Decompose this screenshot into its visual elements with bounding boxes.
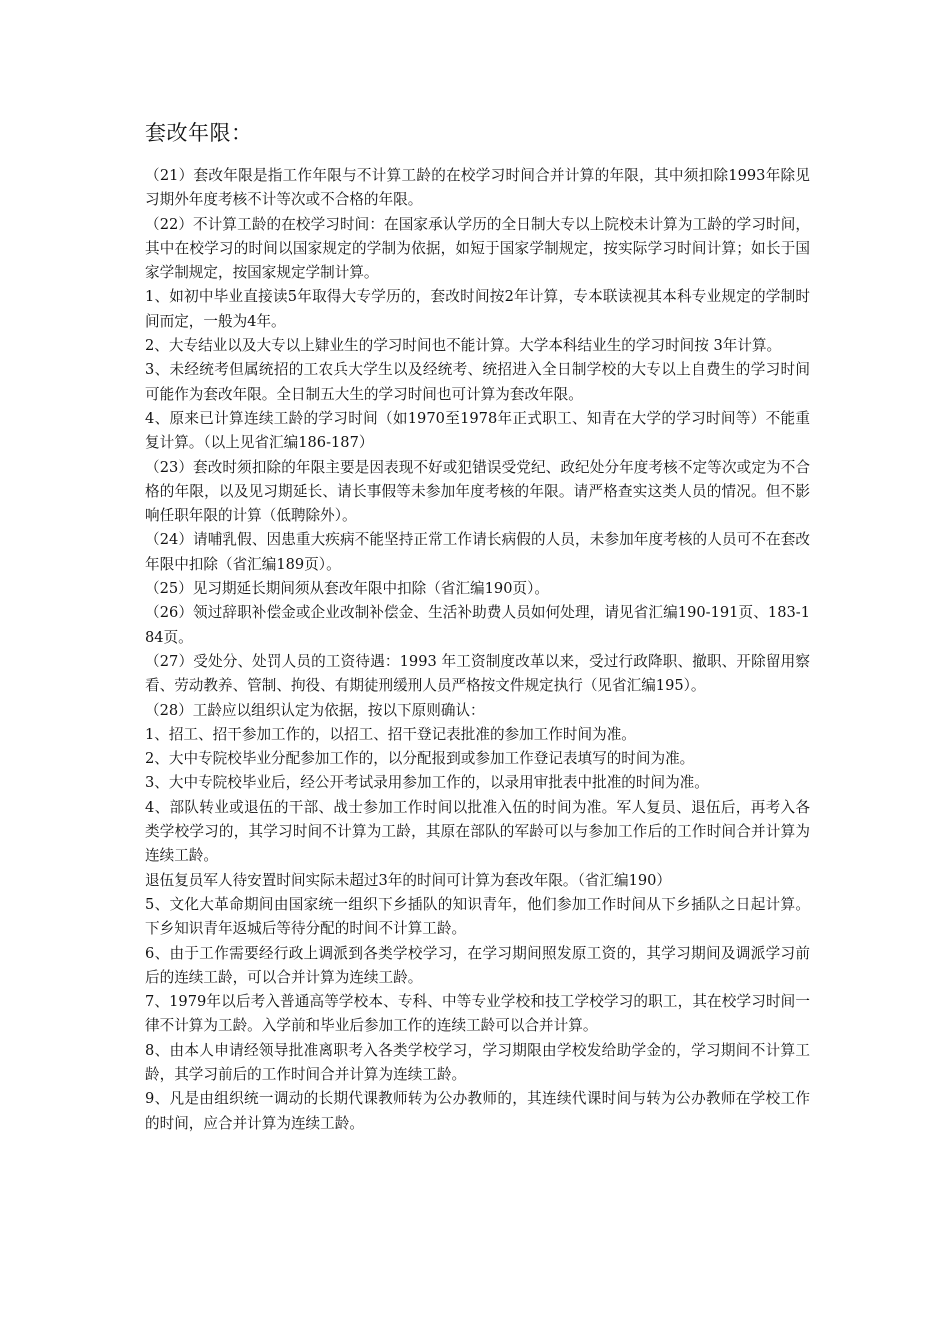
paragraph-28-item-4: 4、部队转业或退伍的干部、战士参加工作时间以批准入伍的时间为准。军人复员、退伍后，再考入各类学校学习的，其学习时间不计算为工龄，其原在部队的军龄可以与参加工作后的工作时间合并计算为连续工龄。 xyxy=(145,798,810,865)
paragraph-28-item-1: 1、招工、招干参加工作的，以招工、招干登记表批准的参加工作时间为准。 xyxy=(145,725,636,743)
paragraph-22-item-1: 1、如初中毕业直接读5年取得大专学历的，套改时间按2年计算，专本联读视其本科专业规定的学制时间而定，一般为4年。 xyxy=(145,288,810,330)
paragraph-22-item-2: 2、大专结业以及大专以上肄业生的学习时间也不能计算。大学本科结业生的学习时间按 3年计算。 xyxy=(145,337,782,355)
paragraph-26: （26）领过辞职补偿金或企业改制补偿金、生活补助费人员如何处理，请见省汇编190-191页、183-184页。 xyxy=(145,604,810,646)
paragraph-24: （24）请哺乳假、因患重大疾病不能坚持正常工作请长病假的人员，未参加年度考核的人员可不在套改年限中扣除（省汇编189页）。 xyxy=(145,531,810,573)
paragraph-25: （25）见习期延长期间须从套改年限中扣除（省汇编190页）。 xyxy=(145,580,549,598)
paragraph-22: （22）不计算工龄的在校学习时间：在国家承认学历的全日制大专以上院校未计算为工龄的学习时间，其中在校学习的时间以国家规定的学制为依据，如短于国家学制规定，按实际学习时间计算；如长于国家学制规定，按国家规定学制计算。 xyxy=(145,215,810,282)
document-page xyxy=(145,118,810,1136)
paragraph-22-item-4: 4、原来已计算连续工龄的学习时间（如1970至1978年正式职工、知青在大学的学习时间等）不能重复计算。（以上见省汇编186-187） xyxy=(145,409,810,452)
document-body xyxy=(145,164,810,1136)
paragraph-22-item-3: 3、未经统考但属统招的工农兵大学生以及经统考、统招进入全日制学校的大专以上自费生的学习时间可能作为套改年限。全日制五大生的学习时间也可计算为套改年限。 xyxy=(145,361,810,403)
paragraph-28-item-4-note: 退伍复员军人待安置时间实际未超过3年的时间可计算为套改年限。（省汇编190） xyxy=(145,871,672,889)
paragraph-28-item-3: 3、大中专院校毕业后，经公开考试录用参加工作的，以录用审批表中批准的时间为准。 xyxy=(145,774,709,792)
paragraph-28-item-2: 2、大中专院校毕业分配参加工作的，以分配报到或参加工作登记表填写的时间为准。 xyxy=(145,750,695,768)
paragraph-28-item-7: 7、1979年以后考入普通高等学校本、专科、中等专业学校和技工学校学习的职工，其在校学习时间一律不计算为工龄。入学前和毕业后参加工作的连续工龄可以合并计算。 xyxy=(145,993,810,1035)
paragraph-28-item-5: 5、文化大革命期间由国家统一组织下乡插队的知识青年，他们参加工作时间从下乡插队之日起计算。下乡知识青年返城后等待分配的时间不计算工龄。 xyxy=(145,895,810,938)
paragraph-27: （27）受处分、处罚人员的工资待遇：1993 年工资制度改革以来，受过行政降职、撤职、开除留用察看、劳动教养、管制、拘役、有期徒刑缓刑人员严格按文件规定执行（见省汇编195）。 xyxy=(145,652,810,695)
paragraph-23: （23）套改时须扣除的年限主要是因表现不好或犯错误受党纪、政纪处分年度考核不定等次或定为不合格的年限，以及见习期延长、请长事假等未参加年度考核的年限。请严格查实这类人员的情况。但不影响任职年限的计算（低聘除外）。 xyxy=(145,458,810,525)
paragraph-28-item-8: 8、由本人申请经领导批准离职考入各类学校学习，学习期限由学校发给助学金的，学习期间不计算工龄，其学习前后的工作时间合并计算为连续工龄。 xyxy=(145,1041,810,1083)
document-title: 套改年限： xyxy=(145,121,253,145)
paragraph-21: （21）套改年限是指工作年限与不计算工龄的在校学习时间合并计算的年限，其中须扣除1993年除见习期外年度考核不计等次或不合格的年限。 xyxy=(145,167,810,209)
paragraph-28-item-6: 6、由于工作需要经行政上调派到各类学校学习，在学习期间照发原工资的，其学习期间及调派学习前后的连续工龄，可以合并计算为连续工龄。 xyxy=(145,944,810,986)
paragraph-28-item-9: 9、凡是由组织统一调动的长期代课教师转为公办教师的，其连续代课时间与转为公办教师在学校工作的时间，应合并计算为连续工龄。 xyxy=(145,1090,810,1132)
paragraph-28: （28）工龄应以组织认定为依据，按以下原则确认： xyxy=(145,701,485,719)
